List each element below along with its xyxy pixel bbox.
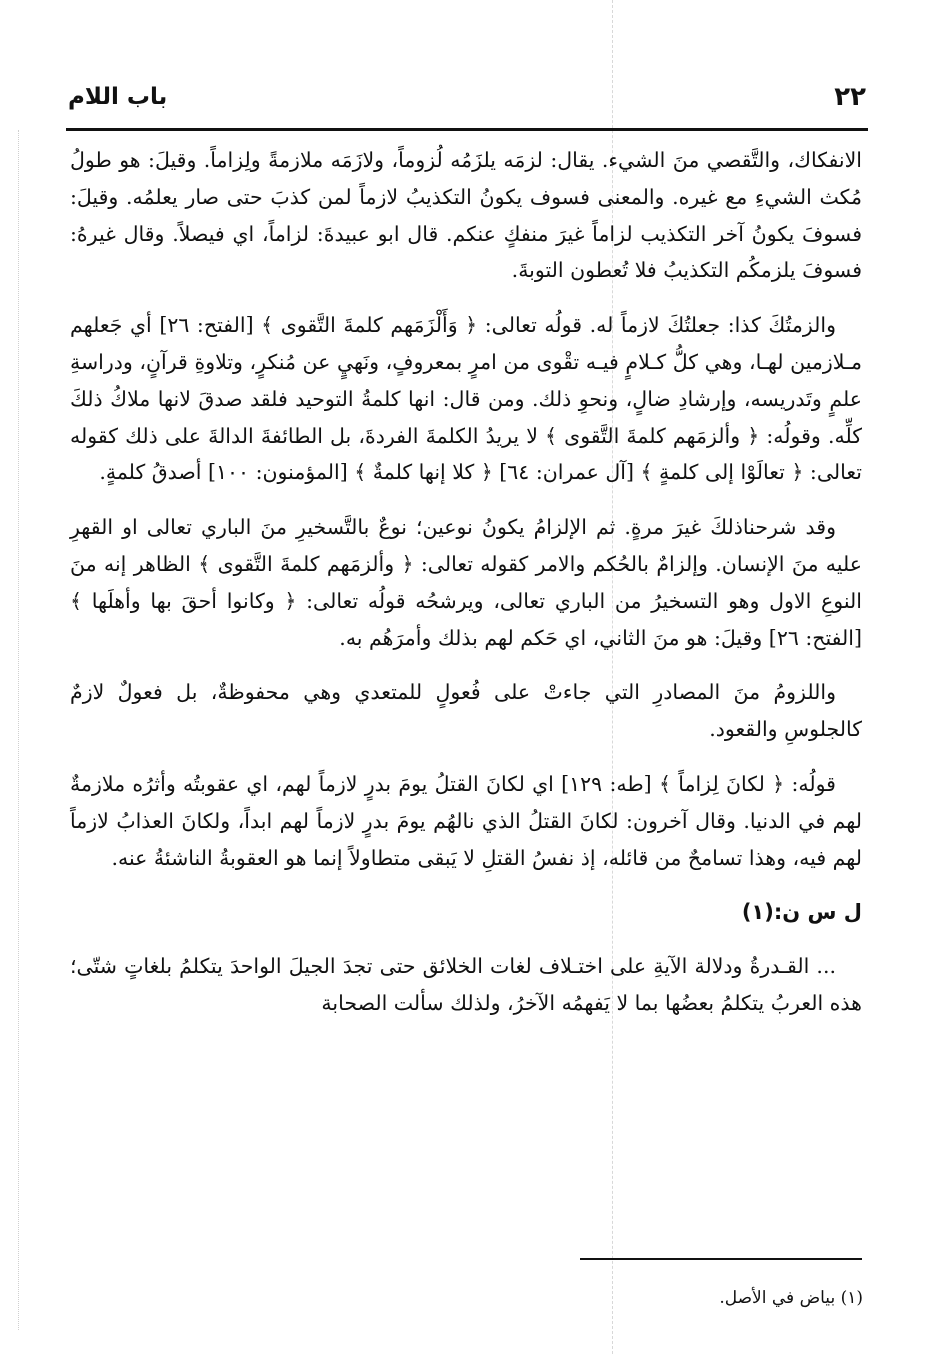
- paragraph-1: الانفكاك، والتَّقصي منَ الشيء. يقال: لزمَه يلزَمُه لُزوماً، ولازَمَه ملازمةً ولِزاماً. وقيلَ: هو طولُ مُكث الشيءِ مع غيره. والمعنى فسوف يكونُ التكذيبُ لازماً لمن كذبَ حتى صار يعلمُه. وقيلَ: فسوفَ يكونُ آخر التكذيب لزاماً غيرَ منفكٍ عنكم. قال ابو عبيدةَ: لزاماً، اي فيصلاً. وقال غيرهُ: فسوفَ يلزمكُم التكذيبُ فلا تُعطون التوبةَ.: [70, 148, 862, 283]
- paragraph-4: واللزومُ منَ المصادرِ التي جاءتْ على فُعولٍ للمتعدي وهي محفوظةٌ، بل فعولٌ لازمٌ كالجلوسِ والقعود.: [70, 680, 862, 742]
- header-rule: [66, 128, 868, 131]
- running-head: باب اللام: [68, 84, 168, 110]
- footnote-rule: [580, 1258, 862, 1260]
- section-heading: ل س ن:(١): [741, 900, 862, 925]
- body-text: [70, 142, 862, 1040]
- paragraph-2: والزمتُكَ كذا: جعلتُكَ لازماً له. قولُه تعالى: ﴿ وَأَلْزَمَهم كلمةَ التَّقوى ﴾ [الفتح: ٢٦] أي جَعلهم مـلازمين لهـا، وهي كلُّ كـلامٍ فيـه تقْوى من امرٍ بمعروفٍ، ونَهيٍ عن مُنكرٍ، وتلاوةِ قرآنٍ، ودراسةِ علمٍ وتَدريسه، وإرشادِ ضالٍ، ونحوِ ذلك. ومن قال: انها كلمةُ التوحيد فلقد صدقَ لانها ملاكُ ذلكَ كلِّه. وقولُه: ﴿ وألزمَهم كلمةَ التَّقوى ﴾ لا يريدُ الكلمةَ الفردةَ، بل الطائفةَ الدالةَ على ذلك كقوله تعالى: ﴿ تعالَوْا إلى كلمةٍ ﴾ [آل عمران: ٦٤] ﴿ كلا إنها كلمةٌ ﴾ [المؤمنون: ١٠٠] أصدقُ كلمةٍ.: [70, 313, 862, 485]
- scan-edge-line: [18, 130, 19, 1330]
- footnote: (١) بياض في الأصل.: [719, 1288, 863, 1308]
- section-paragraph: ... القـدرةُ ودلالة الآيةِ على اختـلاف لغات الخلائق حتى تجدَ الجيلَ الواحدَ يتكلمُ بلغاتٍ شتّى؛ هذه العربُ يتكلمُ بعضُها بما لا يَفهمُه الآخرُ، ولذلك سألت الصحابة: [70, 954, 862, 1016]
- page-header: [68, 80, 866, 120]
- paragraph-3: وقد شرحناذلكَ غيرَ مرةٍ. ثم الإلزامُ يكونُ نوعين؛ نوعٌ بالتَّسخيرِ منَ الباري تعالى او القهرِ عليه منَ الإنسان. وإلزامٌ بالحُكم والامر كقوله تعالى: ﴿ وألزمَهم كلمةَ التَّقوى ﴾ الظاهر إنه منَ النوعِ الاول وهو التسخيرُ من الباري تعالى، ويرشحُه قولُه تعالى: ﴿ وكانوا أحقَ بها وأهلَها ﴾ [الفتح: ٢٦] وقيلَ: هو منَ الثاني، اي حَكم لهم بذلك وأمرَهُم به.: [70, 515, 862, 650]
- page-number: ٢٢: [834, 82, 866, 112]
- paragraph-5: قولُه: ﴿ لكانَ لِزاماً ﴾ [طه: ١٢٩] اي لكانَ القتلُ يومَ بدرٍ لازماً لهم، اي عقوبتُه وأثرُه ملازمةٌ لهم في الدنيا. وقال آخرون: لكانَ القتلُ الذي نالهُم يومَ بدرٍ لازماً لهم ابداً، ولكانَ العذابُ لازماً لهم فيه، وهذا تسامحٌ من قائله، إذ نفسُ القتلِ لا يَبقى متطاولاً إنما هو العقوبةُ الناشئةُ عنه.: [70, 771, 862, 870]
